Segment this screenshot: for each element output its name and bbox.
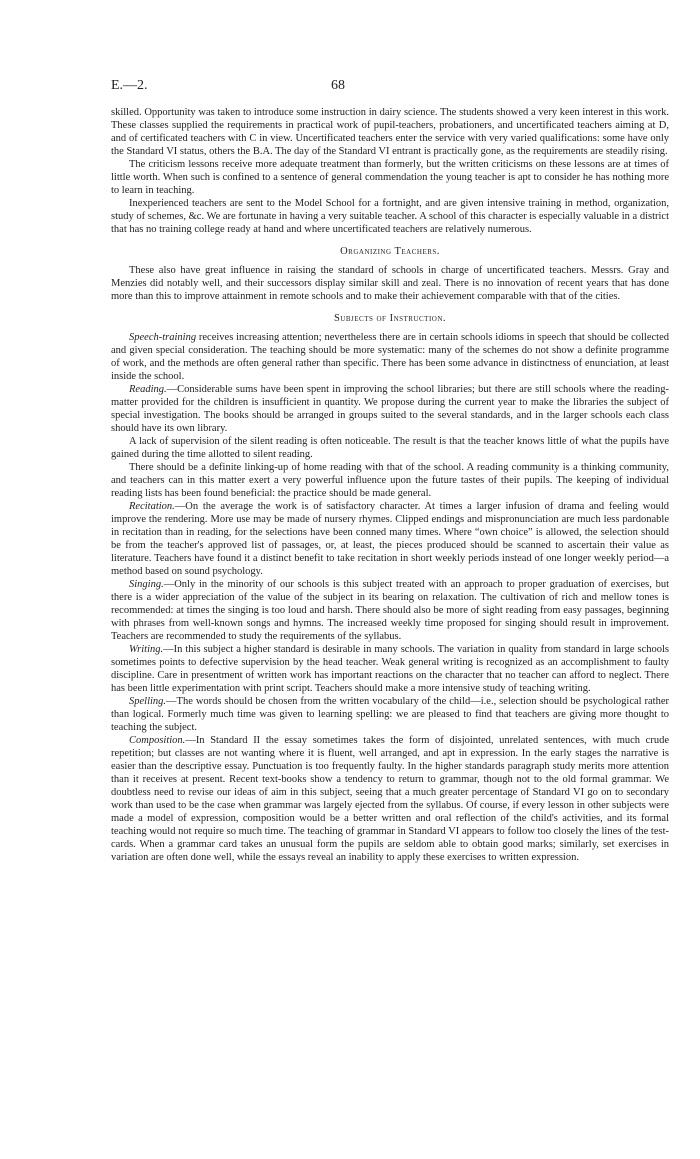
section-heading-subjects-of-instruction: Subjects of Instruction. [333, 313, 447, 324]
paragraph-writing [111, 643, 669, 695]
paragraph-speech-training [111, 331, 669, 383]
paragraph-lead: Reading. [129, 384, 167, 395]
paragraph-text: —Only in the minority of our schools is this subject treated with an approach to proper graduation of exercises, but there is a wider appreciation of the value of the subject in its bearing on relaxation. The cultivation of rich and mellow tones is recommended: at times the singing is too loud and harsh. There should also be more of sight reading from easy passages, beginning with phrases from well-known songs and hymns. The increased weekly time proposed for singing should result in improvement. Teachers are recommended to study the requirements of the syllabus. [111, 579, 669, 642]
paragraph: These also have great influence in raising the standard of schools in charge of uncertificated teachers. Messrs. Gray and Menzies did notably well, and their successors display similar skill and zeal. There is no innovation of recent years that has done more than this to improve attainment in remote schools and to make their achievement comparable with that of the cities. [111, 265, 669, 302]
paragraph-text: —In this subject a higher standard is desirable in many schools. The variation in quality from standard in large schools sometimes points to defective supervision by the head teacher. Weak general writing is recognized as an accomplishment to faulty discipline. Care in presentment of written work has important reactions on the character that no teacher can afford to neglect. There has been little experimentation with print script. Teachers should make a more intensive study of teaching writing. [111, 644, 669, 694]
paragraph-lead: Spelling. [129, 696, 167, 707]
paragraph-lead: Speech-training [129, 332, 197, 343]
paragraph-lead: Recitation. [129, 501, 175, 512]
paragraph: Inexperienced teachers are sent to the Model School for a fortnight, and are given intensive training in method, organization, study of schemes, &c. We are fortunate in having a very suitable teacher. A school of this character is especially valuable in a district that has no training college ready at hand and where uncertificated teachers are relatively numerous. [111, 198, 669, 235]
paragraph-text: receives increasing attention; nevertheless there are in certain schools idioms in speech that should be collected and given special consideration. The teaching should be more systematic: many of the schemes do not show a definite programme of work, and the methods are often general rather than specific. There has been some advance in distinctness of enunciation, at least inside the school. [111, 332, 669, 382]
paragraph: skilled. Opportunity was taken to introduce some instruction in dairy science. The students showed a very keen interest in this work. These classes supplied the requirements in practical work of pupil-teachers, probationers, and uncertificated teachers aiming at D, and of certificated teachers with C in view. Uncertificated teachers enter the service with very varied qualifications: some have only the Standard VI status, others the B.A. The day of the Standard VI entrant is practically gone, as the requirements are steadily rising. [111, 107, 669, 157]
paragraph-reading [111, 383, 669, 435]
paragraph-composition [111, 734, 669, 864]
paragraph-text: There should be a definite linking-up of home reading with that of the school. A reading community is a thinking community, and teachers can in this matter exert a very powerful influence upon the future tastes of their pupils. The keeping of individual reading lists has been found beneficial: the practice should be made general. [111, 462, 669, 499]
paragraph [111, 435, 669, 461]
document-body [111, 106, 669, 864]
paragraph-text: —In Standard II the essay sometimes takes the form of disjointed, unrelated sentences, with much crude repetition; but classes are not wanting where it is fluent, well arranged, and apt in expression. In the early stages the narrative is easier than the descriptive essay. Punctuation is too frequently faulty. In the higher standards paragraph study merits more attention than it receives at present. Recent text-books show a tendency to return to grammar, though not to the old formal grammar. We doubtless need to revise our ideas of aim in this subject, seeing that a much greater percentage of Standard VI go on to secondary work than used to be the case when grammar was largely ejected from the syllabus. Of course, if every lesson in other subjects were made a model of expression, composition would be a better written and oral reflection of the child's activities, and its formal teaching would not require so much time. The teaching of grammar in Standard VI appears to follow too closely the lines of the test-cards. When a grammar card takes an unusual form the pupils are seldom able to obtain good marks; similarly, set exercises in variation are often done well, while the essays reveal an inability to apply these exercises to written expression. [111, 735, 669, 863]
paragraph-lead: Singing. [129, 579, 164, 590]
page-header [111, 78, 611, 98]
paragraph [111, 461, 669, 500]
paragraph-text: —The words should be chosen from the written vocabulary of the child—i.e., selection should be psychological rather than logical. Formerly much time was given to learning spelling: we are pleased to find that teachers are giving more thought to teaching the subject. [111, 696, 669, 733]
paragraph-spelling [111, 695, 669, 734]
section-heading-organizing-teachers: Organizing Teachers. [340, 246, 440, 257]
paragraph-text: A lack of supervision of the silent reading is often noticeable. The result is that the teacher knows little of what the pupils have gained during the time allotted to silent reading. [111, 436, 669, 460]
report-code: E.—2. [111, 78, 148, 93]
paragraph: The criticism lessons receive more adequate treatment than formerly, but the written criticisms on these lessons are at times of little worth. When such is confined to a sentence of general commendation the young teacher is apt to consider he has nothing more to learn in teaching. [111, 159, 669, 196]
page-number: 68 [331, 78, 345, 93]
paragraph-text: —Considerable sums have been spent in improving the school libraries; but there are still schools where the reading-matter provided for the children is insufficient in quantity. We propose during the current year to make the libraries the subject of special investigation. The books should be arranged in groups suited to the several standards, and in the larger schools each class should have its own library. [111, 384, 669, 434]
paragraph-singing [111, 578, 669, 643]
paragraph-text: —On the average the work is of satisfactory character. At times a larger infusion of drama and feeling would improve the rendering. More use may be made of nursery rhymes. Clipped endings and mispronunciation are much less pardonable in recitation than in reading, for the selections have been conned many times. Where “own choice” is allowed, the selection should be from the teacher's approved list of passages, or, at least, the pieces produced should be scanned to ascertain their value as literature. Teachers have found it a distinct benefit to take recitation in short weekly periods instead of one longer weekly period—a method based on sound psychology. [111, 501, 669, 577]
paragraph-recitation [111, 500, 669, 578]
paragraph-lead: Composition. [129, 735, 186, 746]
paragraph-lead: Writing. [129, 644, 164, 655]
